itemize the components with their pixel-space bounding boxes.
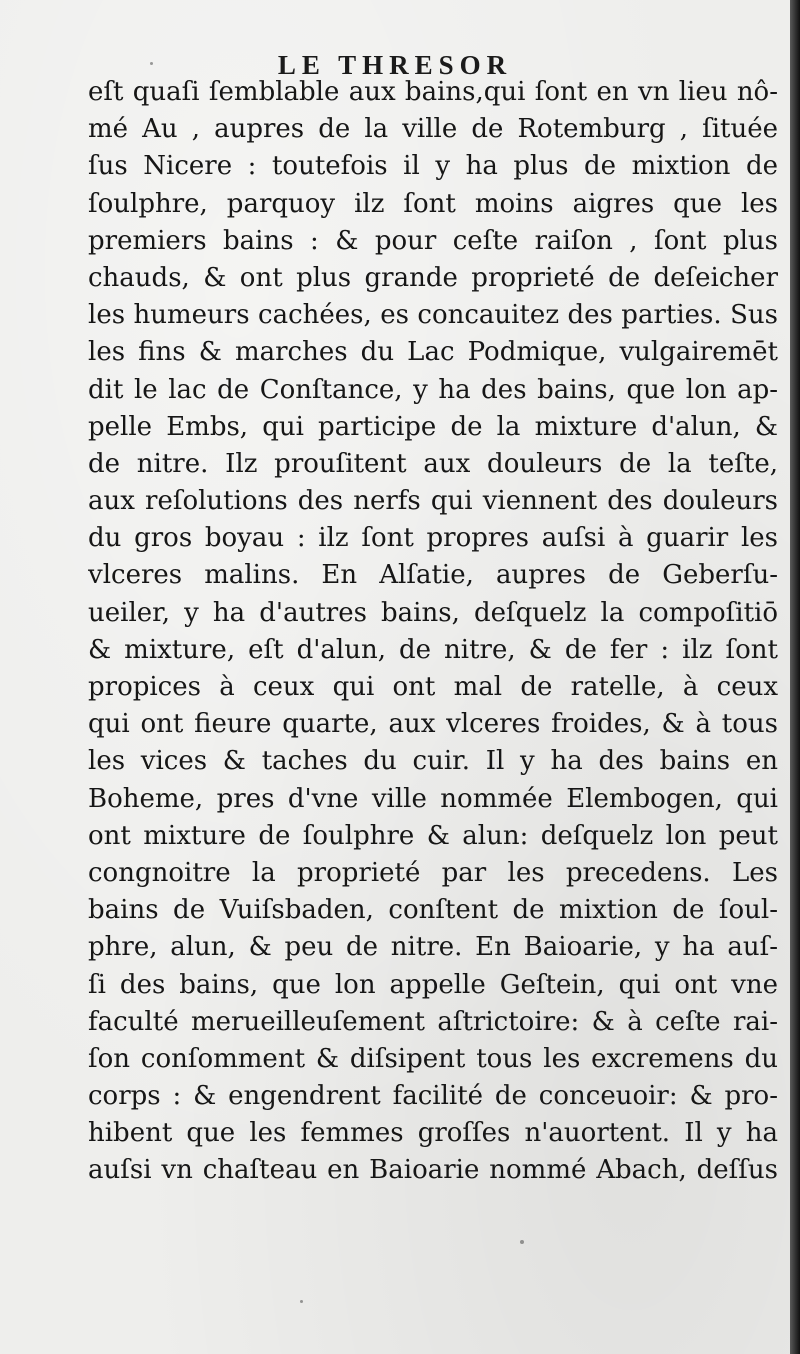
text-line: chauds, & ont plus grande proprieté de deſeicher <box>88 262 778 293</box>
text-line: auſsi vn chaſteau en Baioarie nommé Abach, deſſus <box>88 1155 778 1186</box>
text-line: les fins & marches du Lac Podmique, vulgairemēt <box>88 337 778 368</box>
text-line: premiers bains : & pour ceſte raiſon , ſont plus <box>88 225 778 256</box>
page-edge-shadow <box>790 0 800 1354</box>
text-line: dit le lac de Conſtance, y ha des bains, que lon ap- <box>88 374 778 405</box>
text-line: ſoulphre, parquoy ilz ſont moins aigres que les <box>88 188 778 219</box>
text-line: eſt quaſi ſemblable aux bains,qui ſont en vn lieu nô- <box>88 77 778 107</box>
text-line: bains de Vuiſsbaden, conſtent de mixtion de ſoul- <box>88 895 778 926</box>
text-line: ueiler, y ha d'autres bains, deſquelz la compoſitiō <box>88 597 778 628</box>
body-text <box>88 74 778 1190</box>
text-line: les vices & taches du cuir. Il y ha des bains en <box>88 746 778 777</box>
text-line: aux reſolutions des nerfs qui viennent des douleurs <box>88 486 778 517</box>
text-line: congnoitre la proprieté par les precedens. Les <box>88 857 778 888</box>
text-line: ont mixture de ſoulphre & alun: deſquelz lon peut <box>88 820 778 851</box>
text-line: mé Au , aupres de la ville de Rotemburg , ſituée <box>88 114 778 145</box>
ink-speck <box>300 1300 303 1303</box>
text-line: pelle Embs, qui participe de la mixture d'alun, & <box>88 411 778 442</box>
text-line: propices à ceux qui ont mal de ratelle, à ceux <box>88 672 778 702</box>
ink-speck <box>520 1240 524 1244</box>
text-line: hibent que les femmes groſſes n'auortent. Il y ha <box>88 1118 778 1149</box>
ink-speck <box>150 62 153 65</box>
text-line: corps : & engendrent facilité de conceuoir: & pro- <box>88 1081 778 1112</box>
text-line: faculté merueilleuſement aſtrictoire: & à ceſte rai- <box>88 1006 778 1037</box>
text-line: & mixture, eſt d'alun, de nitre, & de fer : ilz ſont <box>88 634 778 665</box>
text-line: phre, alun, & peu de nitre. En Baioarie, y ha auſ- <box>88 932 778 963</box>
text-line: du gros boyau : ilz ſont propres auſsi à guarir les <box>88 523 778 554</box>
text-line: ſus Nicere : toutefois il y ha plus de mixtion de <box>88 151 778 182</box>
text-line: Boheme, pres d'vne ville nommée Elembogen, qui <box>88 783 778 814</box>
text-line: les humeurs cachées, es concauitez des parties. Sus <box>88 300 778 331</box>
text-line: qui ont fieure quarte, aux vlceres froides, & à tous <box>88 709 778 740</box>
text-line: de nitre. Ilz prouſitent aux douleurs de la teſte, <box>88 448 778 479</box>
text-line: vlceres malins. En Alſatie, aupres de Geberſu- <box>88 560 778 591</box>
text-line: ſon conſomment & diſsipent tous les excremens du <box>88 1043 778 1074</box>
running-head: LE THRESOR <box>277 50 513 80</box>
text-line: ſi des bains, que lon appelle Geſtein, qui ont vne <box>88 969 778 1000</box>
